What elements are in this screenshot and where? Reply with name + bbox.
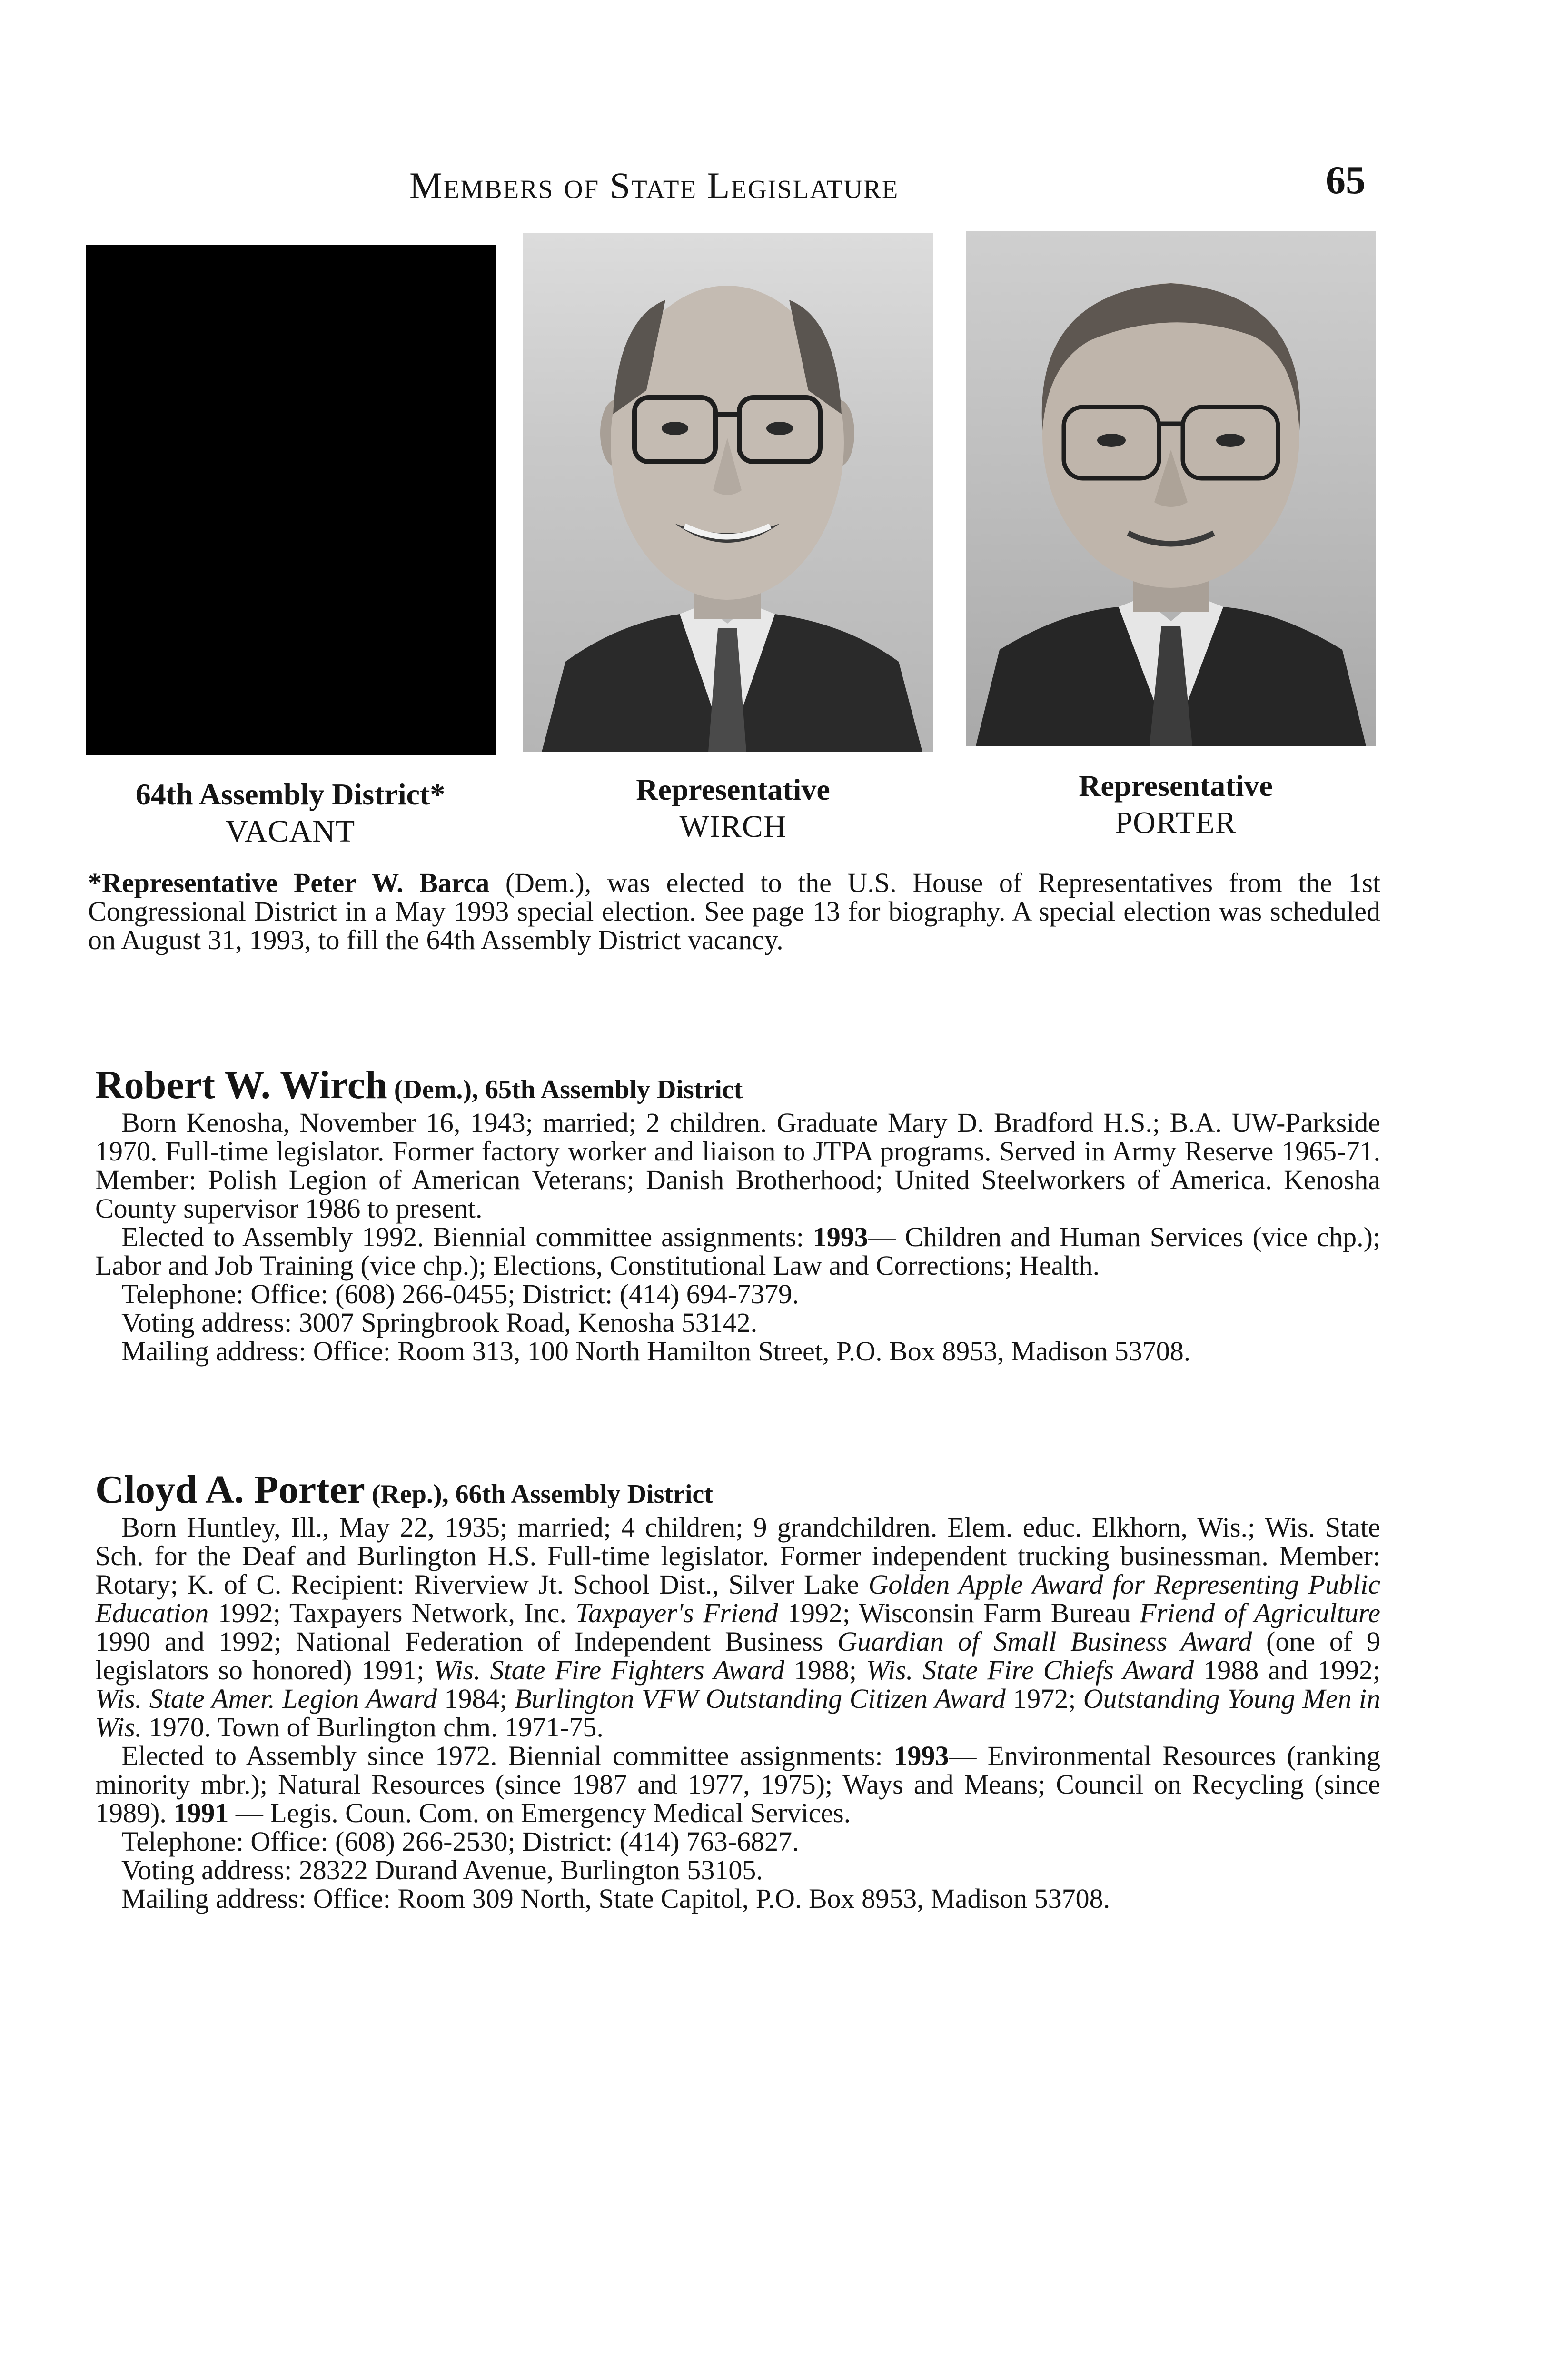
portrait-caption-porter [981,767,1371,842]
porter-portrait-photo [966,231,1376,746]
committee-paragraph: Elected to Assembly 1992. Biennial committee assignments: 1993— Children and Human Services (vice chp.); Labor and Job Training (vice chp.); Elections, Constitutional Law and Corrections; Health. [95,1221,1381,1281]
telephone-line: Telephone: Office: (608) 266-0455; District: (414) 694-7379. [121,1279,799,1309]
party-district: (Dem.), 65th Assembly District [387,1075,743,1104]
wirch-portrait-photo [523,233,933,752]
wirch-portrait-illustration [523,233,933,752]
committee-paragraph: Elected to Assembly since 1972. Biennial committee assignments: 1993— Environmental Resources (ranking minority mbr.); Natural Resources (since 1987 and 1977, 1975); Ways and Means; Council on Recycling (since 1989). 1991 — Legis. Coun. Com. on Emergency Medical Services. [95,1740,1380,1828]
caption-vacant: VACANT [225,814,356,849]
caption-title: Representative [636,773,830,806]
bio-paragraph: Born Huntley, Ill., May 22, 1935; married; 4 children; 9 grandchildren. Elem. educ. Elkhorn, Wis.; Wis. State Sch. for the Deaf and Burlington H.S. Full-time legislator. Former independent trucking businessman. Member: Rotary; K. of C. Recipient: Riverview Jt. School Dist., Silver Lake Golden Apple Award for Representing Public Education 1992; Taxpayers Network, Inc. Taxpayer's Friend 1992; Wisconsin Farm Bureau Friend of Agriculture 1990 and 1992; National Federation of Independent Business Guardian of Small Business Award (one of 9 legislators so honored) 1991; Wis. State Fire Fighters Award 1988; Wis. State Fire Chiefs Award 1988 and 1992; Wis. State Amer. Legion Award 1984; Burlington VFW Outstanding Citizen Award 1972; Outstanding Young Men in Wis. 1970. Town of Burlington chm. 1971-75. [95,1512,1380,1743]
telephone-line: Telephone: Office: (608) 266-2530; District: (414) 763-6827. [121,1826,799,1857]
porter-portrait-illustration [966,231,1376,746]
bio-paragraph: Born Kenosha, November 16, 1943; married; 2 children. Graduate Mary D. Bradford H.S.; B.A. UW-Parkside 1970. Full-time legislator. Former factory worker and liaison to JTPA programs. Served in Army Reserve 1965-71. Member: Polish Legion of American Veterans; Danish Brotherhood; United Steelworkers of America. Kenosha County supervisor 1986 to present. [95,1107,1380,1224]
portrait-caption-vacant [95,776,486,850]
mailing-address-line: Mailing address: Office: Room 309 North, State Capitol, P.O. Box 8953, Madison 53708. [121,1883,1110,1914]
vacant-portrait-placeholder [86,245,496,755]
voting-address-line: Voting address: 28322 Durand Avenue, Burlington 53105. [121,1854,763,1885]
caption-surname: WIRCH [679,809,787,844]
footnote-text: (Dem.), was elected to the U.S. House of Representatives from the 1st Congressional District in a May 1993 special election. See page 13 for biography. A special election was scheduled on August 31, 1993, to fill the 64th Assembly District vacancy. [88,867,1381,955]
page-number: 65 [1326,158,1366,202]
portrait-caption-wirch [538,771,928,845]
bio-heading [95,1468,1380,1513]
party-district: (Rep.), 66th Assembly District [365,1479,713,1509]
running-head: Members of State Legislature [409,165,899,206]
footnote-lead: *Representative Peter W. Barca [88,867,490,898]
legislator-name: Robert W. Wirch [95,1063,387,1107]
bio-heading [95,1063,1380,1109]
vacancy-footnote [88,869,1380,954]
caption-surname: PORTER [1115,805,1237,840]
wirch-biography [95,1063,1381,1367]
porter-biography [95,1468,1380,1914]
caption-title: Representative [1079,769,1273,803]
voting-address-line: Voting address: 3007 Springbrook Road, Kenosha 53142. [121,1307,758,1338]
caption-district: 64th Assembly District* [135,777,446,811]
mailing-address-line: Mailing address: Office: Room 313, 100 North Hamilton Street, P.O. Box 8953, Madison 53708. [121,1336,1191,1367]
legislator-name: Cloyd A. Porter [95,1468,365,1512]
